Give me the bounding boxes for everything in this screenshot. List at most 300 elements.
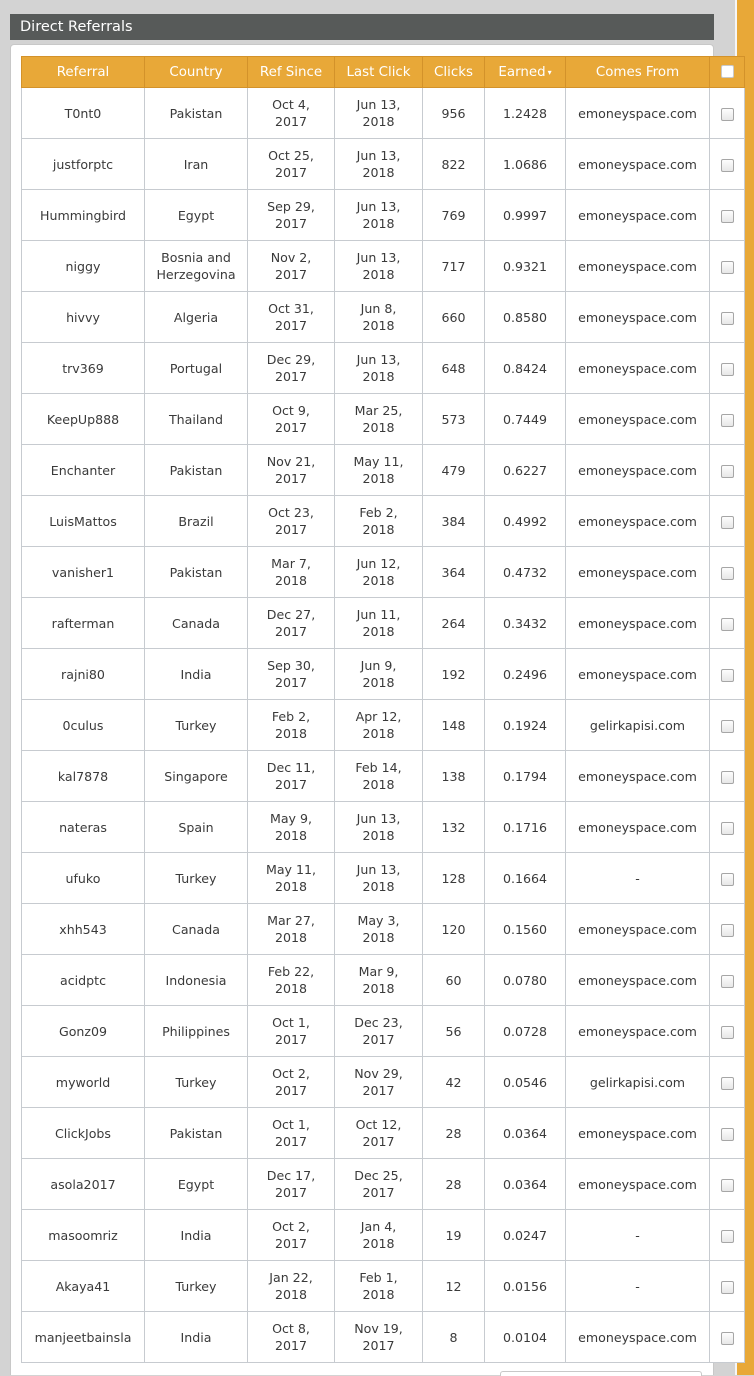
cell-comes-from: [566, 445, 710, 496]
ref-since-line: 2017: [274, 1083, 308, 1098]
cell-last-click: [335, 445, 423, 496]
cell-comes-from: [566, 751, 710, 802]
last-click-line: 2018: [362, 624, 395, 639]
earned-text: 0.0364: [502, 1176, 548, 1192]
comes-from-text: emoneyspace.com: [578, 411, 697, 427]
clicks-text: 120: [441, 921, 466, 937]
earned-text: 1.2428: [502, 105, 548, 121]
ref-since-line: Jan 22,: [269, 1270, 313, 1285]
referral-text: hivvy: [66, 309, 100, 325]
table-row: [22, 496, 745, 547]
cell-earned: [485, 190, 566, 241]
ref-since-line: 2017: [274, 420, 308, 435]
cell-clicks: [423, 1006, 485, 1057]
country-text: India: [180, 1329, 212, 1345]
ref-since-line: 2017: [274, 216, 308, 231]
clicks-text: 717: [441, 258, 466, 274]
cell-country: [145, 598, 248, 649]
referral-text: vanisher1: [51, 564, 115, 580]
select-all-checkbox[interactable]: [721, 65, 734, 78]
cell-earned: [485, 1312, 566, 1363]
last-click-line: May 3,: [357, 913, 400, 928]
last-click-line: 2017: [362, 1338, 395, 1353]
cell-referral: [22, 1159, 145, 1210]
cell-earned: [485, 1159, 566, 1210]
cell-referral: [22, 700, 145, 751]
comes-from-text: emoneyspace.com: [578, 819, 697, 835]
cell-country: [145, 190, 248, 241]
last-click-line: Jan 4,: [360, 1219, 397, 1234]
cell-referral: [22, 88, 145, 139]
row-select-checkbox[interactable]: [721, 618, 734, 631]
cell-select: [710, 394, 745, 445]
cell-country: [145, 139, 248, 190]
last-click-line: Nov 19,: [354, 1321, 403, 1336]
clicks-text: 28: [445, 1125, 462, 1141]
cell-ref-since: [248, 445, 335, 496]
cell-referral: [22, 802, 145, 853]
cell-comes-from: [566, 904, 710, 955]
col-header-country[interactable]: Country: [145, 57, 248, 88]
col-header-earned[interactable]: [485, 57, 566, 88]
cell-referral: [22, 139, 145, 190]
row-select-checkbox[interactable]: [721, 1179, 734, 1192]
col-header-earned-label: Earned: [498, 64, 546, 80]
row-select-checkbox[interactable]: [721, 1281, 734, 1294]
cell-earned: [485, 802, 566, 853]
cell-referral: [22, 445, 145, 496]
row-select-checkbox[interactable]: [721, 975, 734, 988]
referral-text: Hummingbird: [40, 207, 126, 223]
cell-referral: [22, 904, 145, 955]
clicks-text: 42: [445, 1074, 462, 1090]
referral-text: Akaya41: [55, 1278, 111, 1294]
cell-last-click: [335, 1210, 423, 1261]
referral-text: KeepUp888: [46, 411, 120, 427]
cell-clicks: [423, 904, 485, 955]
cell-select: [710, 1210, 745, 1261]
cell-select: [710, 496, 745, 547]
cell-country: [145, 1108, 248, 1159]
cell-last-click: [335, 139, 423, 190]
ref-since-line: 2017: [274, 1134, 308, 1149]
country-text: Pakistan: [169, 462, 223, 478]
country-text: Portugal: [169, 360, 223, 376]
cell-select: [710, 802, 745, 853]
cell-country: [145, 1210, 248, 1261]
country-text: Pakistan: [169, 105, 223, 121]
country-text: Algeria: [173, 309, 219, 325]
clicks-text: 56: [445, 1023, 462, 1039]
country-text: Turkey: [175, 870, 217, 886]
comes-from-text: -: [635, 1278, 640, 1294]
ref-since-line: 2017: [274, 471, 308, 486]
clicks-text: 8: [449, 1329, 458, 1345]
comes-from-text: emoneyspace.com: [578, 564, 697, 580]
earned-text: 0.0156: [502, 1278, 548, 1294]
cell-country: [145, 649, 248, 700]
cell-ref-since: [248, 598, 335, 649]
cell-comes-from: [566, 190, 710, 241]
earned-text: 0.1560: [502, 921, 548, 937]
table-row: [22, 241, 745, 292]
earned-text: 0.7449: [502, 411, 548, 427]
cell-comes-from: [566, 802, 710, 853]
comes-from-text: emoneyspace.com: [578, 615, 697, 631]
country-text: Singapore: [164, 768, 228, 784]
cell-select: [710, 649, 745, 700]
cell-referral: [22, 394, 145, 445]
cell-last-click: [335, 751, 423, 802]
ref-since-line: Dec 29,: [266, 352, 316, 367]
cell-earned: [485, 241, 566, 292]
cell-clicks: [423, 649, 485, 700]
cell-country: [145, 343, 248, 394]
col-header-last-click[interactable]: Last Click: [335, 57, 423, 88]
clicks-text: 19: [445, 1227, 462, 1243]
cell-referral: [22, 955, 145, 1006]
cell-comes-from: [566, 955, 710, 1006]
cell-last-click: [335, 598, 423, 649]
last-click-line: May 11,: [353, 454, 404, 469]
cell-last-click: [335, 955, 423, 1006]
table-row: [22, 1210, 745, 1261]
cell-clicks: [423, 1159, 485, 1210]
cell-last-click: [335, 1108, 423, 1159]
referral-text: masoomriz: [48, 1227, 118, 1243]
comes-from-text: emoneyspace.com: [578, 105, 697, 121]
ref-since-line: Oct 2,: [272, 1066, 310, 1081]
referral-text: 0culus: [62, 717, 104, 733]
cell-last-click: [335, 241, 423, 292]
clicks-text: 573: [441, 411, 466, 427]
cell-earned: [485, 88, 566, 139]
cell-select: [710, 445, 745, 496]
cell-ref-since: [248, 292, 335, 343]
cell-country: [145, 853, 248, 904]
cell-country: [145, 88, 248, 139]
cell-select: [710, 1159, 745, 1210]
cell-country: [145, 955, 248, 1006]
referral-text: ufuko: [65, 870, 101, 886]
table-row: [22, 1312, 745, 1363]
cell-clicks: [423, 802, 485, 853]
row-select-checkbox[interactable]: [721, 210, 734, 223]
country-text: Thailand: [168, 411, 224, 427]
row-select-checkbox[interactable]: [721, 1230, 734, 1243]
table-header-row: [22, 57, 745, 88]
referral-text: manjeetbainsla: [34, 1329, 132, 1345]
cell-clicks: [423, 88, 485, 139]
last-click-line: Jun 13,: [356, 199, 401, 214]
last-click-line: Oct 12,: [355, 1117, 402, 1132]
last-click-line: Jun 8,: [360, 301, 397, 316]
cell-clicks: [423, 139, 485, 190]
col-header-comes-from[interactable]: Comes From: [566, 57, 710, 88]
cell-last-click: [335, 1312, 423, 1363]
country-text: Turkey: [175, 717, 217, 733]
comes-from-text: emoneyspace.com: [578, 258, 697, 274]
last-click-line: 2018: [362, 879, 395, 894]
cell-last-click: [335, 904, 423, 955]
cell-comes-from: [566, 1057, 710, 1108]
referral-text: acidptc: [60, 972, 106, 988]
country-text: India: [180, 1227, 212, 1243]
cell-last-click: [335, 1057, 423, 1108]
row-select-checkbox[interactable]: [721, 771, 734, 784]
clicks-text: 648: [441, 360, 466, 376]
row-select-checkbox[interactable]: [721, 1026, 734, 1039]
cell-country: [145, 1006, 248, 1057]
country-text: Pakistan: [169, 1125, 223, 1141]
last-click-line: 2017: [362, 1185, 395, 1200]
earned-text: 0.0364: [502, 1125, 548, 1141]
cell-comes-from: [566, 1261, 710, 1312]
last-click-line: Jun 13,: [356, 352, 401, 367]
cell-last-click: [335, 802, 423, 853]
last-click-line: 2018: [362, 165, 395, 180]
cell-country: [145, 751, 248, 802]
cell-earned: [485, 496, 566, 547]
cell-clicks: [423, 547, 485, 598]
cell-earned: [485, 751, 566, 802]
ref-since-line: Mar 7,: [271, 556, 311, 571]
cell-select: [710, 1006, 745, 1057]
cell-ref-since: [248, 751, 335, 802]
row-select-checkbox[interactable]: [721, 516, 734, 529]
row-select-checkbox[interactable]: [721, 108, 734, 121]
table-row: [22, 700, 745, 751]
table-row: [22, 1057, 745, 1108]
ref-since-line: Oct 25,: [268, 148, 314, 163]
country-text: Canada: [172, 921, 220, 937]
earned-text: 1.0686: [502, 156, 548, 172]
table-row: [22, 649, 745, 700]
clicks-text: 384: [441, 513, 466, 529]
ref-since-line: Oct 9,: [272, 403, 310, 418]
country-text: Brazil: [178, 513, 214, 529]
earned-text: 0.0728: [502, 1023, 548, 1039]
ref-since-line: 2017: [274, 1032, 308, 1047]
cell-earned: [485, 343, 566, 394]
last-click-line: Jun 11,: [356, 607, 401, 622]
ref-since-line: 2017: [274, 624, 308, 639]
table-row: [22, 955, 745, 1006]
table-row: [22, 445, 745, 496]
country-text: Iran: [183, 156, 209, 172]
row-select-checkbox[interactable]: [721, 465, 734, 478]
cell-ref-since: [248, 1159, 335, 1210]
row-select-checkbox[interactable]: [721, 924, 734, 937]
last-click-line: Jun 9,: [360, 658, 397, 673]
country-text: Egypt: [177, 1176, 215, 1192]
clicks-text: 264: [441, 615, 466, 631]
table-row: [22, 598, 745, 649]
earned-text: 0.4732: [502, 564, 548, 580]
cell-referral: [22, 598, 145, 649]
ref-since-line: 2018: [274, 930, 308, 945]
col-header-clicks[interactable]: Clicks: [423, 57, 485, 88]
cell-earned: [485, 700, 566, 751]
cell-last-click: [335, 547, 423, 598]
last-click-line: Dec 25,: [354, 1168, 403, 1183]
ref-since-line: 2017: [274, 369, 308, 384]
comes-from-text: -: [635, 870, 640, 886]
row-select-checkbox[interactable]: [721, 312, 734, 325]
ref-since-line: Dec 11,: [266, 760, 316, 775]
cell-referral: [22, 547, 145, 598]
cell-country: [145, 700, 248, 751]
cell-last-click: [335, 292, 423, 343]
row-select-checkbox[interactable]: [721, 873, 734, 886]
clicks-text: 128: [441, 870, 466, 886]
earned-text: 0.0247: [502, 1227, 548, 1243]
ref-since-line: Feb 22,: [267, 964, 315, 979]
row-select-checkbox[interactable]: [721, 1332, 734, 1345]
row-select-checkbox[interactable]: [721, 567, 734, 580]
cell-comes-from: [566, 292, 710, 343]
cell-select: [710, 700, 745, 751]
cell-clicks: [423, 394, 485, 445]
last-click-line: 2018: [362, 675, 395, 690]
last-click-line: 2018: [362, 216, 395, 231]
ref-since-line: 2017: [274, 1338, 308, 1353]
referral-text: Gonz09: [58, 1023, 108, 1039]
ref-since-line: Oct 4,: [272, 97, 310, 112]
ref-since-line: 2018: [274, 726, 308, 741]
row-select-checkbox[interactable]: [721, 1128, 734, 1141]
cell-referral: [22, 241, 145, 292]
cell-clicks: [423, 445, 485, 496]
cell-ref-since: [248, 1006, 335, 1057]
country-text: Egypt: [177, 207, 215, 223]
cell-earned: [485, 1108, 566, 1159]
comes-from-text: emoneyspace.com: [578, 1023, 697, 1039]
cell-earned: [485, 292, 566, 343]
cell-ref-since: [248, 700, 335, 751]
ref-since-line: May 11,: [265, 862, 317, 877]
ref-since-line: Oct 31,: [268, 301, 314, 316]
cell-earned: [485, 547, 566, 598]
country-text: Turkey: [175, 1278, 217, 1294]
cell-country: [145, 904, 248, 955]
table-row: [22, 802, 745, 853]
last-click-line: Jun 13,: [356, 862, 401, 877]
country-text: Turkey: [175, 1074, 217, 1090]
country-text: India: [180, 666, 212, 682]
clicks-text: 660: [441, 309, 466, 325]
cell-ref-since: [248, 1312, 335, 1363]
cell-last-click: [335, 700, 423, 751]
cell-country: [145, 394, 248, 445]
cell-clicks: [423, 496, 485, 547]
ref-since-line: May 9,: [269, 811, 313, 826]
clicks-text: 364: [441, 564, 466, 580]
cell-select: [710, 88, 745, 139]
last-click-line: 2018: [362, 318, 395, 333]
cell-ref-since: [248, 547, 335, 598]
referral-text: niggy: [65, 258, 101, 274]
cell-earned: [485, 853, 566, 904]
comes-from-text: gelirkapisi.com: [589, 717, 686, 733]
cell-clicks: [423, 955, 485, 1006]
cell-clicks: [423, 343, 485, 394]
table-row: [22, 1006, 745, 1057]
country-text: Philippines: [162, 1023, 230, 1039]
cell-select: [710, 598, 745, 649]
cell-select: [710, 1312, 745, 1363]
cell-clicks: [423, 1261, 485, 1312]
cell-select: [710, 751, 745, 802]
clicks-text: 769: [441, 207, 466, 223]
last-click-line: 2017: [362, 1134, 395, 1149]
row-select-checkbox[interactable]: [721, 363, 734, 376]
cell-clicks: [423, 700, 485, 751]
row-select-checkbox[interactable]: [721, 414, 734, 427]
col-header-ref-since[interactable]: Ref Since: [248, 57, 335, 88]
cell-select: [710, 547, 745, 598]
last-click-line: Mar 9,: [358, 964, 399, 979]
referral-text: rajni80: [61, 666, 105, 682]
referrals-table: [21, 56, 745, 1363]
earned-text: 0.8424: [502, 360, 548, 376]
cell-country: [145, 1261, 248, 1312]
earned-text: 0.4992: [502, 513, 548, 529]
last-click-line: 2018: [362, 522, 395, 537]
cell-ref-since: [248, 343, 335, 394]
row-select-checkbox[interactable]: [721, 1077, 734, 1090]
ref-since-line: 2017: [274, 114, 308, 129]
row-select-checkbox[interactable]: [721, 822, 734, 835]
col-header-referral[interactable]: Referral: [22, 57, 145, 88]
row-select-checkbox[interactable]: [721, 261, 734, 274]
row-select-checkbox[interactable]: [721, 669, 734, 682]
cell-comes-from: [566, 853, 710, 904]
country-text: Pakistan: [169, 564, 223, 580]
ref-since-line: 2018: [274, 1287, 308, 1302]
cell-last-click: [335, 1261, 423, 1312]
cell-comes-from: [566, 343, 710, 394]
cell-clicks: [423, 241, 485, 292]
last-click-line: Mar 25,: [354, 403, 403, 418]
ref-since-line: Dec 27,: [266, 607, 316, 622]
row-select-checkbox[interactable]: [721, 159, 734, 172]
ref-since-line: 2017: [274, 165, 308, 180]
cell-earned: [485, 139, 566, 190]
cell-last-click: [335, 1159, 423, 1210]
cell-select: [710, 1108, 745, 1159]
ref-since-line: 2018: [274, 879, 308, 894]
cell-country: [145, 547, 248, 598]
last-click-line: 2018: [362, 777, 395, 792]
col-header-select-all: [710, 57, 745, 88]
earned-text: 0.0104: [502, 1329, 548, 1345]
earned-text: 0.2496: [502, 666, 548, 682]
clicks-text: 956: [441, 105, 466, 121]
cell-select: [710, 241, 745, 292]
cell-ref-since: [248, 802, 335, 853]
last-click-line: 2018: [362, 1236, 395, 1251]
comes-from-text: emoneyspace.com: [578, 156, 697, 172]
row-select-checkbox[interactable]: [721, 720, 734, 733]
cell-last-click: [335, 1006, 423, 1057]
country-text: Canada: [172, 615, 220, 631]
cell-comes-from: [566, 1159, 710, 1210]
table-row: [22, 1261, 745, 1312]
cell-referral: [22, 292, 145, 343]
cell-country: [145, 1159, 248, 1210]
comes-from-text: emoneyspace.com: [578, 309, 697, 325]
